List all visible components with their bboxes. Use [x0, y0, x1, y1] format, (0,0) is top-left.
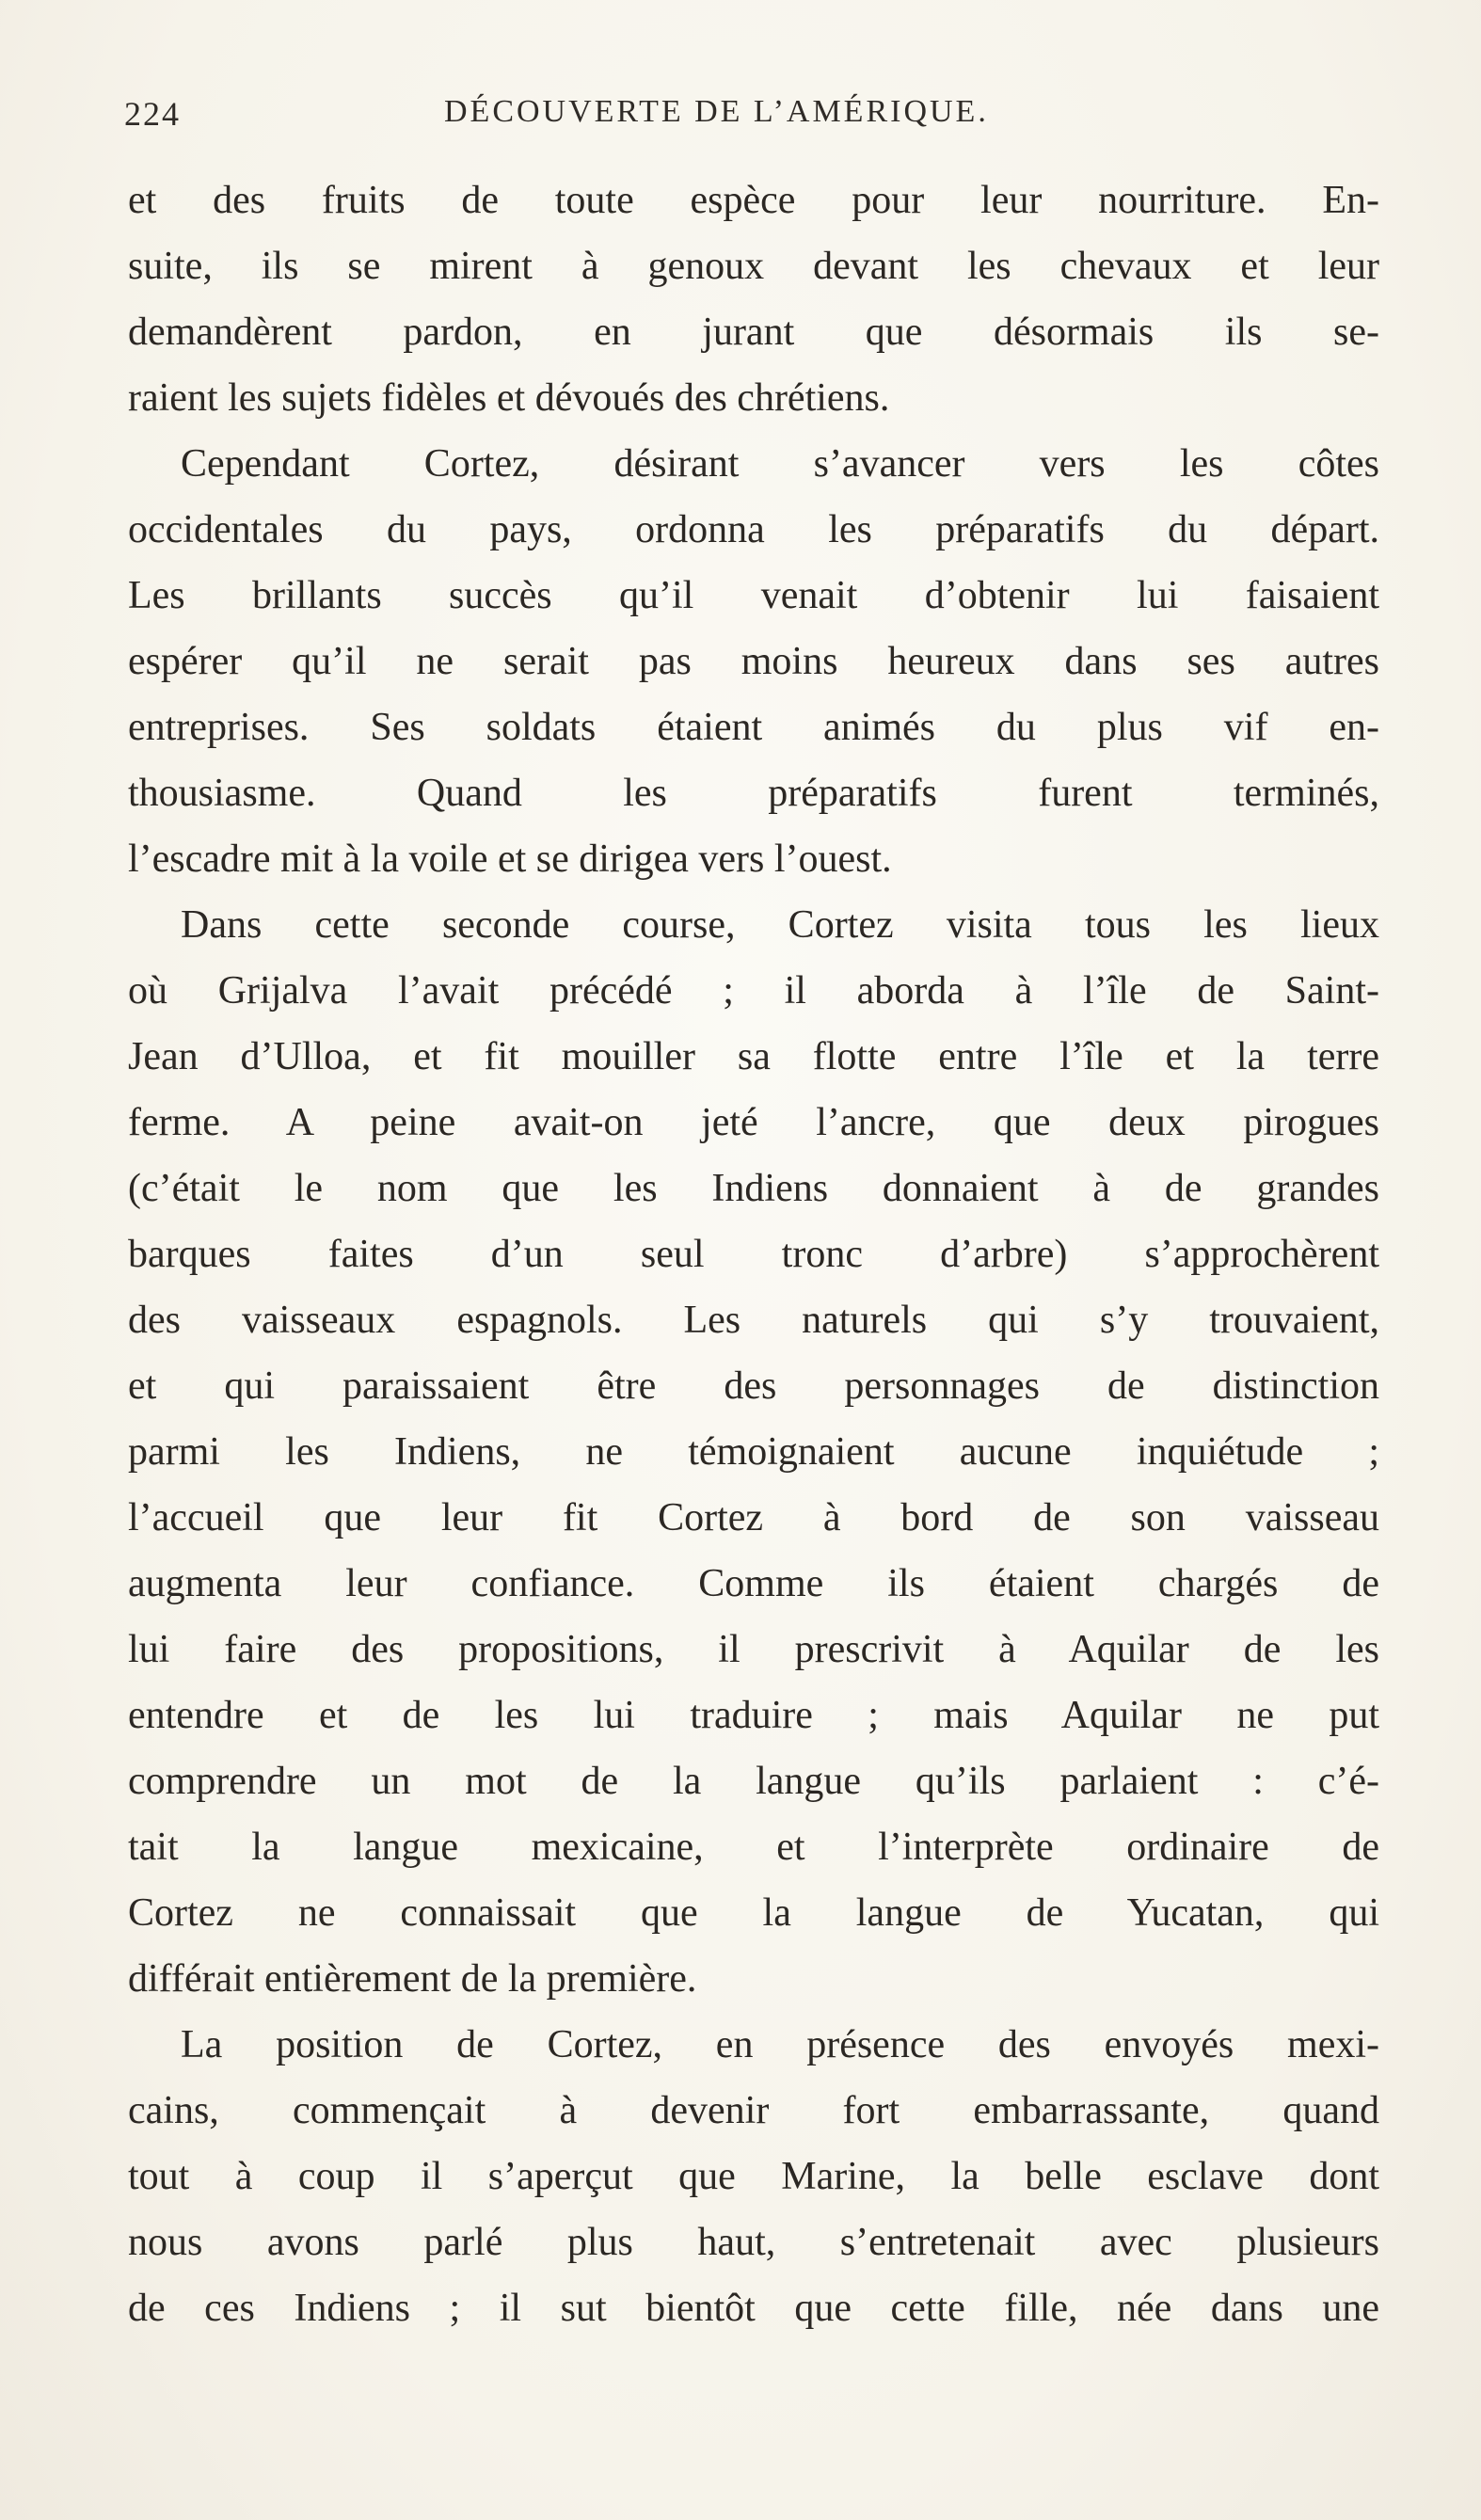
page-number: 224: [124, 95, 181, 133]
text-line: de ces Indiens ; il sut bientôt que cette fille, née dans une: [128, 2287, 1379, 2330]
text-line: tait la langue mexicaine, et l’interprète ordinaire de: [128, 1826, 1379, 1869]
text-line: espérer qu’il ne serait pas moins heureux dans ses autres: [128, 640, 1379, 683]
text-line: suite, ils se mirent à genoux devant les chevaux et leur: [128, 245, 1379, 288]
text-line: augmenta leur confiance. Comme ils étaient chargés de: [128, 1562, 1379, 1605]
text-line: occidentales du pays, ordonna les préparatifs du départ.: [128, 508, 1379, 551]
text-line: entreprises. Ses soldats étaient animés du plus vif en-: [128, 706, 1379, 749]
text-line: l’accueil que leur fit Cortez à bord de son vaisseau: [128, 1496, 1379, 1539]
text-line: Les brillants succès qu’il venait d’obtenir lui faisaient: [128, 574, 1379, 617]
text-line: tout à coup il s’aperçut que Marine, la belle esclave dont: [128, 2155, 1379, 2198]
page-header: [124, 94, 1376, 139]
text-line: Jean d’Ulloa, et fit mouiller sa flotte entre l’île et la terre: [128, 1035, 1379, 1078]
text-line: différait entièrement de la première.: [128, 1957, 697, 2001]
text-line: Dans cette seconde course, Cortez visita tous les lieux: [181, 903, 1379, 947]
text-line: barques faites d’un seul tronc d’arbre) s’approchèrent: [128, 1233, 1379, 1276]
text-line: comprendre un mot de la langue qu’ils parlaient : c’é-: [128, 1760, 1379, 1803]
text-line: entendre et de les lui traduire ; mais Aquilar ne put: [128, 1694, 1379, 1737]
text-line: nous avons parlé plus haut, s’entretenait avec plusieurs: [128, 2221, 1379, 2264]
text-line: l’escadre mit à la voile et se dirigea vers l’ouest.: [128, 837, 892, 881]
body-text: [128, 167, 1379, 2341]
text-line: lui faire des propositions, il prescrivit à Aquilar de les: [128, 1628, 1379, 1671]
text-line: Cependant Cortez, désirant s’avancer vers les côtes: [181, 442, 1379, 486]
text-line: des vaisseaux espagnols. Les naturels qui s’y trouvaient,: [128, 1299, 1379, 1342]
text-line: et qui paraissaient être des personnages de distinction: [128, 1364, 1379, 1408]
text-line: raient les sujets fidèles et dévoués des chrétiens.: [128, 376, 890, 420]
text-line: (c’était le nom que les Indiens donnaient à de grandes: [128, 1167, 1379, 1210]
text-line: où Grijalva l’avait précédé ; il aborda à l’île de Saint-: [128, 969, 1379, 1013]
text-line: cains, commençait à devenir fort embarrassante, quand: [128, 2089, 1379, 2132]
running-title: DÉCOUVERTE DE L’AMÉRIQUE.: [444, 94, 989, 129]
text-line: Cortez ne connaissait que la langue de Yucatan, qui: [128, 1891, 1379, 1935]
text-line: demandèrent pardon, en jurant que désormais ils se-: [128, 311, 1379, 354]
text-line: parmi les Indiens, ne témoignaient aucune inquiétude ;: [128, 1430, 1379, 1474]
text-line: et des fruits de toute espèce pour leur nourriture. En-: [128, 179, 1379, 222]
text-line: ferme. A peine avait-on jeté l’ancre, que deux pirogues: [128, 1101, 1379, 1144]
text-line: thousiasme. Quand les préparatifs furent terminés,: [128, 772, 1379, 815]
text-line: La position de Cortez, en présence des envoyés mexi-: [181, 2023, 1379, 2066]
